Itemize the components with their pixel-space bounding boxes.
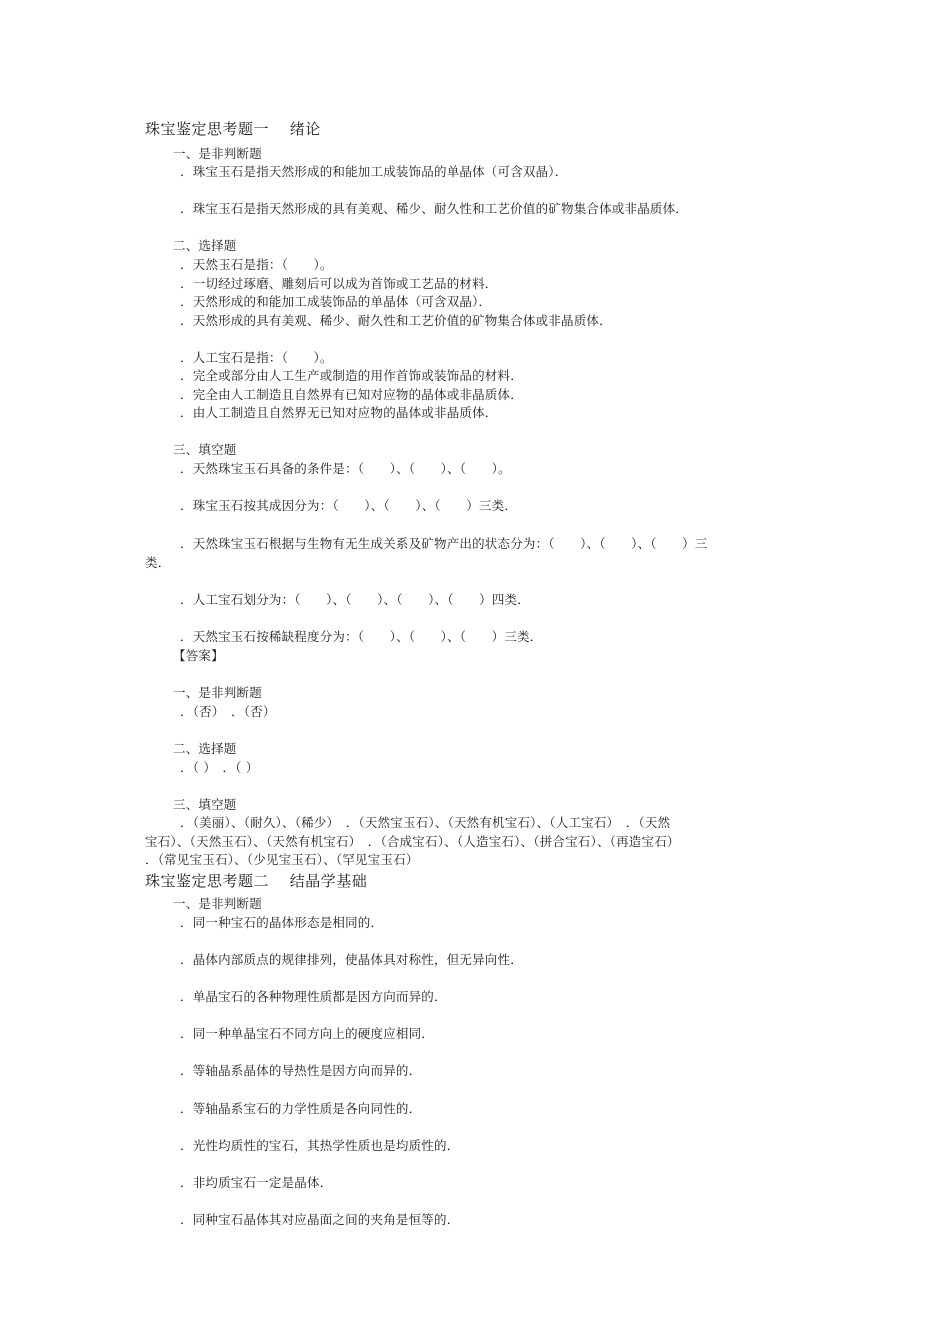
- answer-continued: 宝石）、（天然玉石）、（天然有机宝石） ．（合成宝石）、（人造宝石）、（拼合宝石）、（再造宝石）: [145, 834, 680, 849]
- answer-heading: 【答案】: [173, 648, 224, 663]
- heading-1: 珠宝鉴定思考题一 绪论: [145, 120, 321, 138]
- question: ．等轴晶系宝石的力学性质是各向同性的．: [180, 1101, 422, 1116]
- question: ．人工宝石划分为：（ ）、（ ）、（ ）、（ ）四类．: [180, 592, 530, 607]
- answer: ．（ ） ．（ ）: [180, 760, 259, 775]
- question-continued: 类．: [145, 555, 171, 570]
- question: ．人工宝石是指：（ ）。: [180, 350, 333, 365]
- question: ．天然珠宝玉石具备的条件是：（ ）、（ ）、（ ）。: [180, 461, 511, 476]
- option: ．一切经过琢磨、雕刻后可以成为首饰或工艺品的材料．: [180, 276, 498, 291]
- question: ．等轴晶系晶体的导热性是因方向而异的．: [180, 1063, 422, 1078]
- question: ．珠宝玉石按其成因分为：（ ）、（ ）、（ ）三类．: [180, 498, 518, 513]
- question: ．同种宝石晶体其对应晶面之间的夹角是恒等的．: [180, 1212, 460, 1227]
- answer-continued: ．（常见宝玉石）、（少见宝玉石）、（罕见宝玉石）: [145, 852, 419, 867]
- section-title: 二、选择题: [173, 238, 237, 253]
- option: ．由人工制造且自然界无已知对应物的晶体或非晶质体．: [180, 405, 498, 420]
- answer: ．（否） ．（否）: [180, 704, 276, 719]
- option: ．完全由人工制造且自然界有已知对应物的晶体或非晶质体．: [180, 387, 523, 402]
- question: ．天然宝玉石按稀缺程度分为：（ ）、（ ）、（ ）三类．: [180, 629, 543, 644]
- question: ．同一种单晶宝石不同方向上的硬度应相同．: [180, 1026, 435, 1041]
- question: ．光性均质性的宝石，其热学性质也是均质性的．: [180, 1138, 460, 1153]
- section-title: 一、是非判断题: [173, 685, 262, 700]
- heading-2: 珠宝鉴定思考题二 结晶学基础: [145, 872, 368, 890]
- section-title: 三、填空题: [173, 797, 237, 812]
- section-title: 一、是非判断题: [173, 896, 262, 911]
- question: ．同一种宝石的晶体形态是相同的．: [180, 915, 384, 930]
- section-title: 三、填空题: [173, 442, 237, 457]
- option: ．天然形成的具有美观、稀少、耐久性和工艺价值的矿物集合体或非晶质体．: [180, 313, 612, 328]
- section-title: 二、选择题: [173, 741, 237, 756]
- question: ．天然玉石是指：（ ）。: [180, 257, 333, 272]
- option: ．天然形成的和能加工成装饰品的单晶体（可含双晶）．: [180, 294, 492, 309]
- question: ．天然珠宝玉石根据与生物有无生成关系及矿物产出的状态分为：（ ）、（ ）、（ ）三: [180, 536, 708, 551]
- question: ．非均质宝石一定是晶体．: [180, 1175, 333, 1190]
- question: ．珠宝玉石是指天然形成的具有美观、稀少、耐久性和工艺价值的矿物集合体或非晶质体．: [180, 201, 689, 216]
- option: ．完全或部分由人工生产或制造的用作首饰或装饰品的材料．: [180, 368, 523, 383]
- question: ．晶体内部质点的规律排列，使晶体具对称性，但无异向性．: [180, 952, 523, 967]
- question: ．单晶宝石的各种物理性质都是因方向而异的．: [180, 989, 447, 1004]
- question: ．珠宝玉石是指天然形成的和能加工成装饰品的单晶体（可含双晶）．: [180, 164, 568, 179]
- section-title: 一、是非判断题: [173, 146, 262, 161]
- answer: ．（美丽）、（耐久）、（稀少） ．（天然宝玉石）、（天然有机宝石）、（人工宝石） ．（天然: [180, 815, 671, 830]
